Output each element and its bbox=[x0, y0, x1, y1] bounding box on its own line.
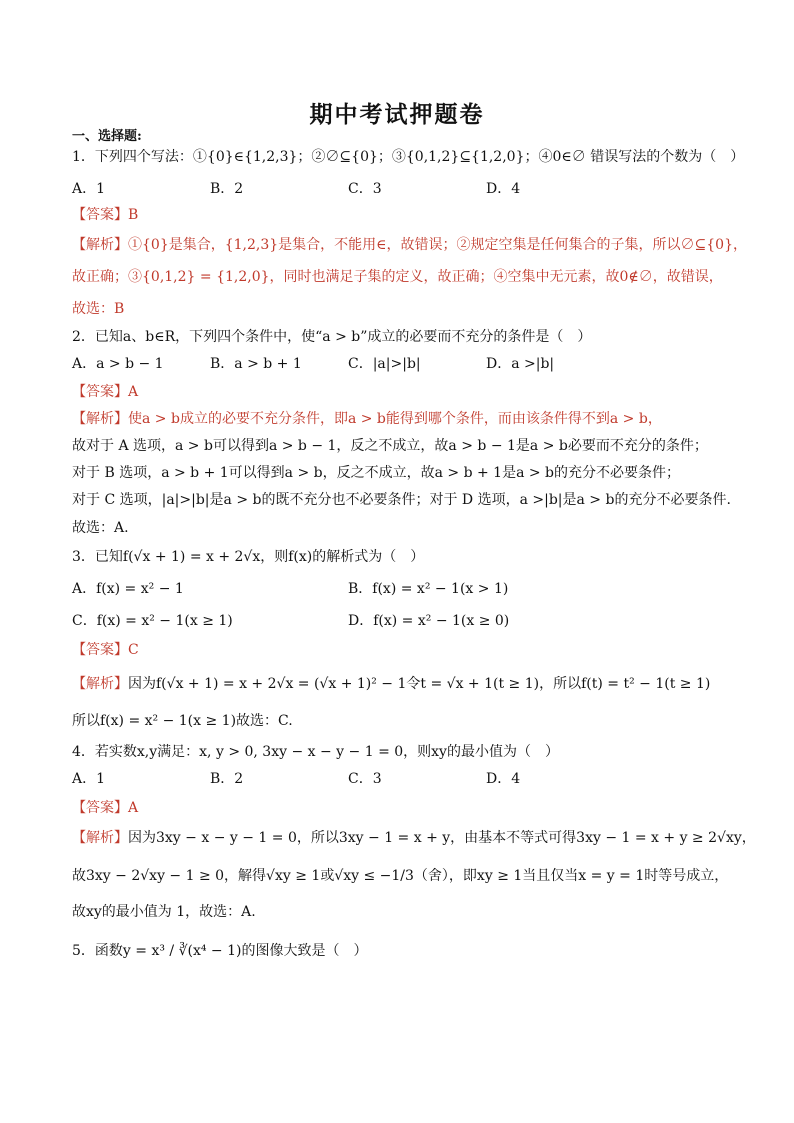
q2-option-a[interactable]: A．a > b − 1 bbox=[72, 356, 164, 372]
q2-answer bbox=[72, 383, 138, 401]
answer-tag: 【答案】 bbox=[72, 207, 128, 223]
answer-tag: 【答案】 bbox=[72, 384, 128, 400]
q2-analysis-3: 对于 B 选项，a > b + 1可以得到a > b，反之不成立，故a > b + 1是a > b的充分不必要条件； bbox=[72, 465, 681, 481]
q2-answer-value: A bbox=[128, 384, 139, 400]
q2-analysis-2: 故对于 A 选项，a > b可以得到a > b − 1，反之不成立，故a > b − 1是a > b必要而不充分的条件； bbox=[72, 438, 708, 454]
q3-analysis-text-1: 因为f(√x + 1) = x + 2√x = (√x + 1)² − 1令t = √x + 1(t ≥ 1)，所以f(t) = t² − 1(t ≥ 1) bbox=[128, 676, 711, 692]
q3-answer bbox=[72, 641, 139, 659]
q5-stem: 5．函数y = x³ / ∛(x⁴ − 1)的图像大致是（ ） bbox=[72, 943, 368, 959]
q1-option-a[interactable]: A．1 bbox=[72, 181, 106, 197]
q1-answer bbox=[72, 206, 138, 224]
q2-analysis-5: 故选：A. bbox=[72, 520, 129, 536]
analysis-tag: 【解析】 bbox=[72, 676, 128, 692]
answer-tag: 【答案】 bbox=[72, 800, 128, 816]
q2-option-b[interactable]: B．a > b + 1 bbox=[210, 356, 302, 372]
q2-stem: 2．已知a、b∈R，下列四个条件中，使“a > b”成立的必要而不充分的条件是（ ） bbox=[72, 329, 592, 345]
q1-analysis-1 bbox=[72, 236, 747, 254]
q2-option-d[interactable]: D．a >|b| bbox=[486, 356, 555, 372]
q1-analysis-text-1: ①{0}是集合，{1,2,3}是集合，不能用∈，故错误；②规定空集是任何集合的子集，所以∅⊆{0}， bbox=[128, 237, 747, 253]
analysis-tag: 【解析】 bbox=[72, 237, 128, 253]
q1-analysis-2: 故正确；③{0,1,2} = {1,2,0}，同时也满足子集的定义，故正确；④空集中无元素，故0∉∅，故错误， bbox=[72, 269, 723, 285]
q4-option-b[interactable]: B．2 bbox=[210, 771, 244, 787]
q4-answer-value: A bbox=[128, 800, 139, 816]
q3-option-c[interactable]: C．f(x) = x² − 1(x ≥ 1) bbox=[72, 613, 233, 629]
q3-analysis-1 bbox=[72, 675, 710, 693]
q3-analysis-2: 所以f(x) = x² − 1(x ≥ 1)故选：C. bbox=[72, 713, 293, 729]
q1-analysis-3: 故选：B bbox=[72, 301, 125, 317]
q3-option-b[interactable]: B．f(x) = x² − 1(x > 1) bbox=[348, 581, 509, 597]
q1-stem: 1．下列四个写法：①{0}∈{1,2,3}；②∅⊆{0}；③{0,1,2}⊆{1,2,0}；④0∈∅ 错误写法的个数为（ ） bbox=[72, 149, 745, 165]
q4-analysis-2: 故3xy − 2√xy − 1 ≥ 0，解得√xy ≥ 1或√xy ≤ −1/3（舍），即xy ≥ 1当且仅当x = y = 1时等号成立， bbox=[72, 868, 729, 884]
q3-stem: 3．已知f(√x + 1) = x + 2√x，则f(x)的解析式为（ ） bbox=[72, 549, 425, 565]
q4-option-a[interactable]: A．1 bbox=[72, 771, 106, 787]
q4-option-c[interactable]: C．3 bbox=[348, 771, 382, 787]
q3-option-a[interactable]: A．f(x) = x² − 1 bbox=[72, 581, 184, 597]
q3-option-d[interactable]: D．f(x) = x² − 1(x ≥ 0) bbox=[348, 613, 510, 629]
q2-analysis-text-1: 使a > b成立的必要不充分条件，即a > b能得到哪个条件，而由该条件得不到a > b， bbox=[128, 411, 662, 427]
q3-answer-value: C bbox=[128, 642, 139, 658]
q2-option-c[interactable]: C．|a|>|b| bbox=[348, 356, 421, 372]
section-heading: 一、选择题: bbox=[72, 129, 142, 144]
q4-stem: 4．若实数x,y满足：x, y > 0, 3xy − x − y − 1 = 0，则xy的最小值为（ ） bbox=[72, 744, 559, 760]
q1-answer-value: B bbox=[128, 207, 139, 223]
analysis-tag: 【解析】 bbox=[72, 830, 128, 846]
analysis-tag: 【解析】 bbox=[72, 411, 128, 427]
q2-analysis-1 bbox=[72, 410, 662, 428]
q1-option-c[interactable]: C．3 bbox=[348, 181, 382, 197]
q4-analysis-text-1: 因为3xy − x − y − 1 = 0，所以3xy − 1 = x + y，由基本不等式可得3xy − 1 = x + y ≥ 2√xy， bbox=[128, 830, 756, 846]
q4-analysis-1 bbox=[72, 829, 756, 847]
q1-option-d[interactable]: D．4 bbox=[486, 181, 521, 197]
q4-analysis-3: 故xy的最小值为 1，故选：A. bbox=[72, 904, 256, 920]
q2-analysis-4: 对于 C 选项，|a|>|b|是a > b的既不充分也不必要条件；对于 D 选项，a >|b|是a > b的充分不必要条件. bbox=[72, 492, 731, 508]
q1-option-b[interactable]: B．2 bbox=[210, 181, 244, 197]
q4-answer bbox=[72, 799, 138, 817]
page-title: 期中考试押题卷 bbox=[309, 101, 485, 128]
q4-option-d[interactable]: D．4 bbox=[486, 771, 521, 787]
answer-tag: 【答案】 bbox=[72, 642, 128, 658]
